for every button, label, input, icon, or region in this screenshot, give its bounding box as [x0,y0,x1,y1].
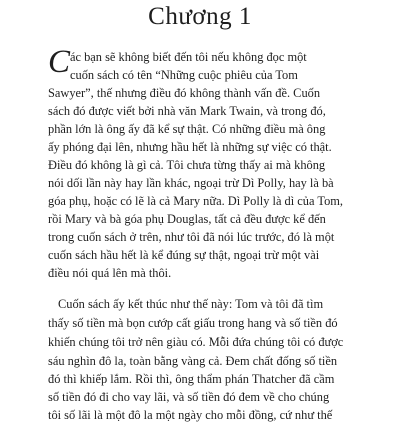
text-line: Điều đó không là gì cả. Tôi chưa từng thấy ai mà không [48,158,326,172]
text-line: rồi Mary và bà góa phụ Douglas, tất cả đều được kể đến [48,212,326,226]
text-line: ấy phóng đại lên, nhưng hầu hết là những sự việc có thật. [48,140,332,154]
text-line: trong cuốn sách ở trên, như tôi đã nói lúc trước, đó là một [48,230,335,244]
text-line: phần lớn là ông ấy đã kể sự thật. Có những điều mà ông [48,122,326,136]
chapter-title: Chương 1 [148,3,252,30]
text-line: góa phụ, hoặc có lẽ là cả Mary nữa. Dì Polly là dì của Tom, [48,194,343,208]
text-line: số tiền đó đi cho vay lãi, và số tiền đó đem về cho chúng [48,390,330,404]
drop-cap: C [48,44,71,80]
text-line: cuốn sách hầu hết là kể đúng sự thật, ngoại trừ một vài [48,248,320,262]
text-line: tôi số lãi là một đô la một ngày cho mỗi đồng, cứ như thế [48,408,333,422]
text-line: điều nói quá lên mà thôi. [48,266,172,280]
text-line: thấy số tiền mà bọn cướp cất giấu trong hang và số tiền đó [48,316,338,330]
text-line: khiến chúng tôi trở nên giàu có. Mỗi đứa chúng tôi có được [48,335,344,349]
text-line: cuốn sách có tên “Những cuộc phiêu của Tom [70,68,298,82]
text-line: nói dối lần này hay lần khác, ngoại trừ Dì Polly, hay là bà [48,176,334,190]
text-line: Cuốn sách ấy kết thúc như thế này: Tom và tôi đã tìm [58,297,324,311]
text-line: ác bạn sẽ không biết đến tôi nếu không đọc một [70,50,307,64]
text-line: Sawyer”, thế nhưng điều đó không thành vấn đề. Cuốn [48,86,321,100]
text-line: đó thì khiếp lắm. Rồi thì, ông thẩm phán Thatcher đã cầm [48,372,335,386]
text-line: sáu nghìn đô la, toàn bằng vàng cả. Đem chất đống số tiền [48,354,338,368]
text-line: sách đó được viết bởi nhà văn Mark Twain, và trong đó, [48,104,326,118]
